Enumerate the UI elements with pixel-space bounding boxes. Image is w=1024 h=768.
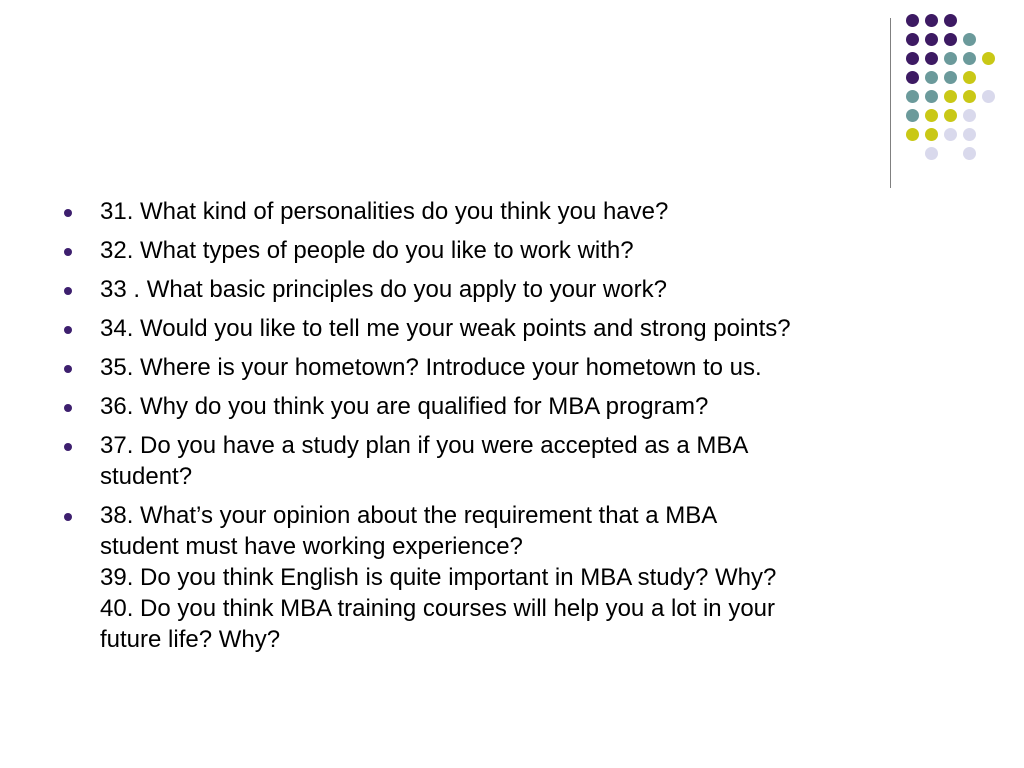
- question-item: [58, 391, 978, 422]
- bullet-icon: [64, 443, 72, 451]
- decorative-dot: [906, 14, 919, 27]
- decorative-dot: [925, 109, 938, 122]
- bullet-icon: [64, 326, 72, 334]
- question-list: [58, 196, 978, 663]
- question-text-line: 37. Do you have a study plan if you were accepted as a MBA: [100, 432, 749, 459]
- decorative-dot: [925, 33, 938, 46]
- bullet-icon: [64, 287, 72, 295]
- decorative-dot: [982, 90, 995, 103]
- decorative-dot: [906, 109, 919, 122]
- decorative-dot: [925, 71, 938, 84]
- question-item: [58, 235, 978, 266]
- question-text-line: 33 . What basic principles do you apply to your work?: [100, 276, 667, 303]
- bullet-icon: [64, 404, 72, 412]
- question-item: [58, 313, 978, 344]
- decorative-dot: [906, 52, 919, 65]
- decorative-dot: [906, 33, 919, 46]
- bullet-icon: [64, 365, 72, 373]
- vertical-divider: [890, 18, 891, 188]
- decorative-dot: [925, 128, 938, 141]
- question-item: [58, 430, 978, 492]
- decorative-dot: [944, 90, 957, 103]
- question-text-line: 38. What’s your opinion about the requirement that a MBA: [100, 502, 718, 529]
- decorative-dot: [963, 90, 976, 103]
- decorative-dot: [906, 90, 919, 103]
- decorative-dot: [925, 90, 938, 103]
- decorative-dot: [982, 52, 995, 65]
- question-text-line: 31. What kind of personalities do you think you have?: [100, 198, 669, 225]
- decorative-dot: [925, 14, 938, 27]
- decorative-dot: [944, 128, 957, 141]
- decorative-dot: [925, 52, 938, 65]
- decorative-dot: [963, 33, 976, 46]
- decorative-dot: [925, 147, 938, 160]
- decorative-dot: [906, 71, 919, 84]
- decorative-dot: [944, 52, 957, 65]
- question-text-line: 34. Would you like to tell me your weak points and strong points?: [100, 315, 791, 342]
- decorative-dot-grid: [906, 14, 1016, 164]
- question-text-line: 35. Where is your hometown? Introduce your hometown to us.: [100, 354, 762, 381]
- decorative-dot: [944, 109, 957, 122]
- decorative-dot: [963, 128, 976, 141]
- question-text-line: 36. Why do you think you are qualified for MBA program?: [100, 393, 709, 420]
- question-item: [58, 274, 978, 305]
- decorative-dot: [944, 33, 957, 46]
- question-item: [58, 352, 978, 383]
- question-text-line: 39. Do you think English is quite important in MBA study? Why?: [100, 564, 777, 591]
- bullet-icon: [64, 248, 72, 256]
- decorative-dot: [963, 147, 976, 160]
- question-text-line: student?: [100, 463, 193, 490]
- decorative-dot: [963, 71, 976, 84]
- bullet-icon: [64, 209, 72, 217]
- question-item: [58, 500, 978, 655]
- question-text-line: 40. Do you think MBA training courses will help you a lot in your: [100, 595, 776, 622]
- question-text-line: student must have working experience?: [100, 533, 523, 560]
- decorative-dot: [944, 14, 957, 27]
- decorative-dot: [963, 52, 976, 65]
- question-item: [58, 196, 978, 227]
- decorative-dot: [944, 71, 957, 84]
- bullet-icon: [64, 513, 72, 521]
- question-text-line: 32. What types of people do you like to work with?: [100, 237, 634, 264]
- question-text-line: future life? Why?: [100, 626, 281, 653]
- decorative-dot: [906, 128, 919, 141]
- decorative-dot: [963, 109, 976, 122]
